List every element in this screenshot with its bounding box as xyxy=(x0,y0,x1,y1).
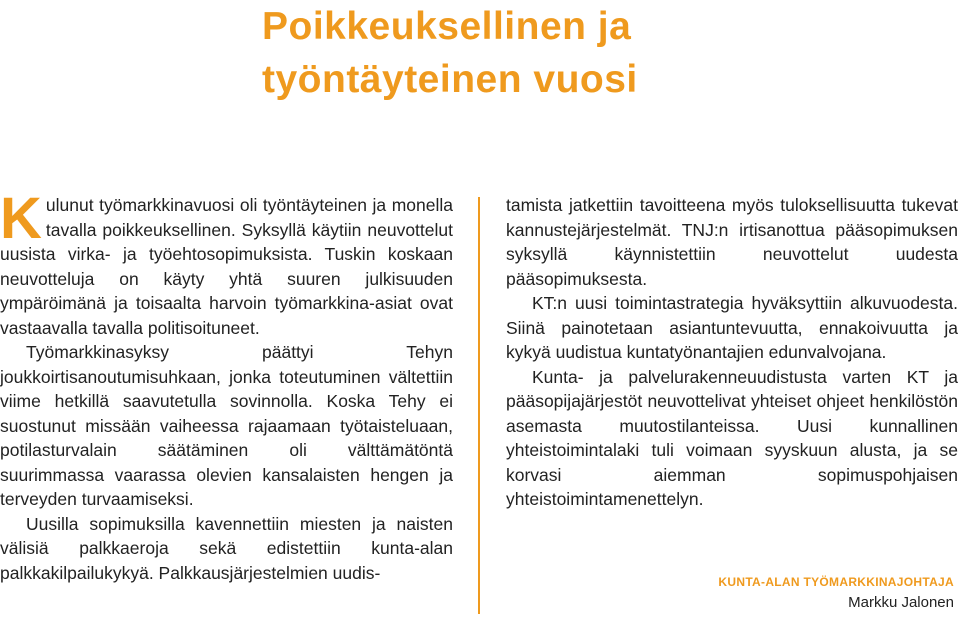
paragraph: Uusilla sopimuksilla kavennettiin miesten ja naisten välisiä palkkaeroja sekä edistettiin kunta-alan palkkakilpailukykyä. Palkkausjärjestelmien uudis- xyxy=(0,513,453,583)
paragraph: Työmarkkinasyksy päättyi Tehyn joukkoirtisanoutumisuhkaan, jonka toteutuminen vältettiin viime hetkillä saavutetulla sovinnolla. Koska Tehy ei suostunut missään vaiheessa rajaamaan työtaisteluaan, potilasturvalain säätäminen oli välttämätöntä suurimmassa vaarassa olevien kansalaisten hengen ja terveyden turvaamiseksi. xyxy=(0,342,453,509)
title-line-1: Poikkeuksellinen ja xyxy=(262,5,632,48)
paragraph-text: ulunut työmarkkinavuosi oli työntäyteinen ja monella tavalla poikkeuksellinen. Syksyllä käytiin neuvottelut uusista virka- ja työehtosopimuksista. Tuskin koskaan neuvotteluja on käyty yhtä suuren julkisuuden ympäröimänä ja toisaalta harvoin työmarkkina-asiat ovat vastaavalla tavalla politisoituneet. xyxy=(0,195,453,338)
paragraph: Kunta- ja palvelurakenneuudistusta varten KT ja pääsopijajärjestöt neuvottelivat yhteiset ohjeet henkilöstön asemasta muutostilanteissa. Uusi kunnallinen yhteistoimintalaki tuli voimaan syyskuun alusta, ja se korvasi aiemman sopimuspohjaisen yhteistoimintamenettelyn. xyxy=(506,366,958,509)
paragraph: KT:n uusi toimintastrategia hyväksyttiin alkuvuodesta. Siinä painotetaan asiantuntevuutta, ennakoivuutta ja kykyä uudistua kuntatyönantajien edunvalvojana. xyxy=(506,293,958,362)
paragraph: tamista jatkettiin tavoitteena myös tuloksellisuutta tukevat kannustejärjestelmät. TNJ:n irtisanottua pääsopimuksen syksyllä käynnistettiin neuvottelut uudesta pääsopimuksesta. xyxy=(506,195,958,289)
drop-cap: K xyxy=(0,186,42,251)
article-column-right xyxy=(506,193,958,512)
signature-block xyxy=(718,573,954,615)
paragraph xyxy=(0,186,453,340)
page-title xyxy=(262,0,942,106)
article-column-left xyxy=(0,186,453,585)
signature-role: KUNTA-ALAN TYÖMARKKINAJOHTAJA xyxy=(718,575,954,589)
signature-name: Markku Jalonen xyxy=(848,594,954,611)
title-line-2: työntäyteinen vuosi xyxy=(262,58,638,101)
column-divider xyxy=(478,197,480,614)
